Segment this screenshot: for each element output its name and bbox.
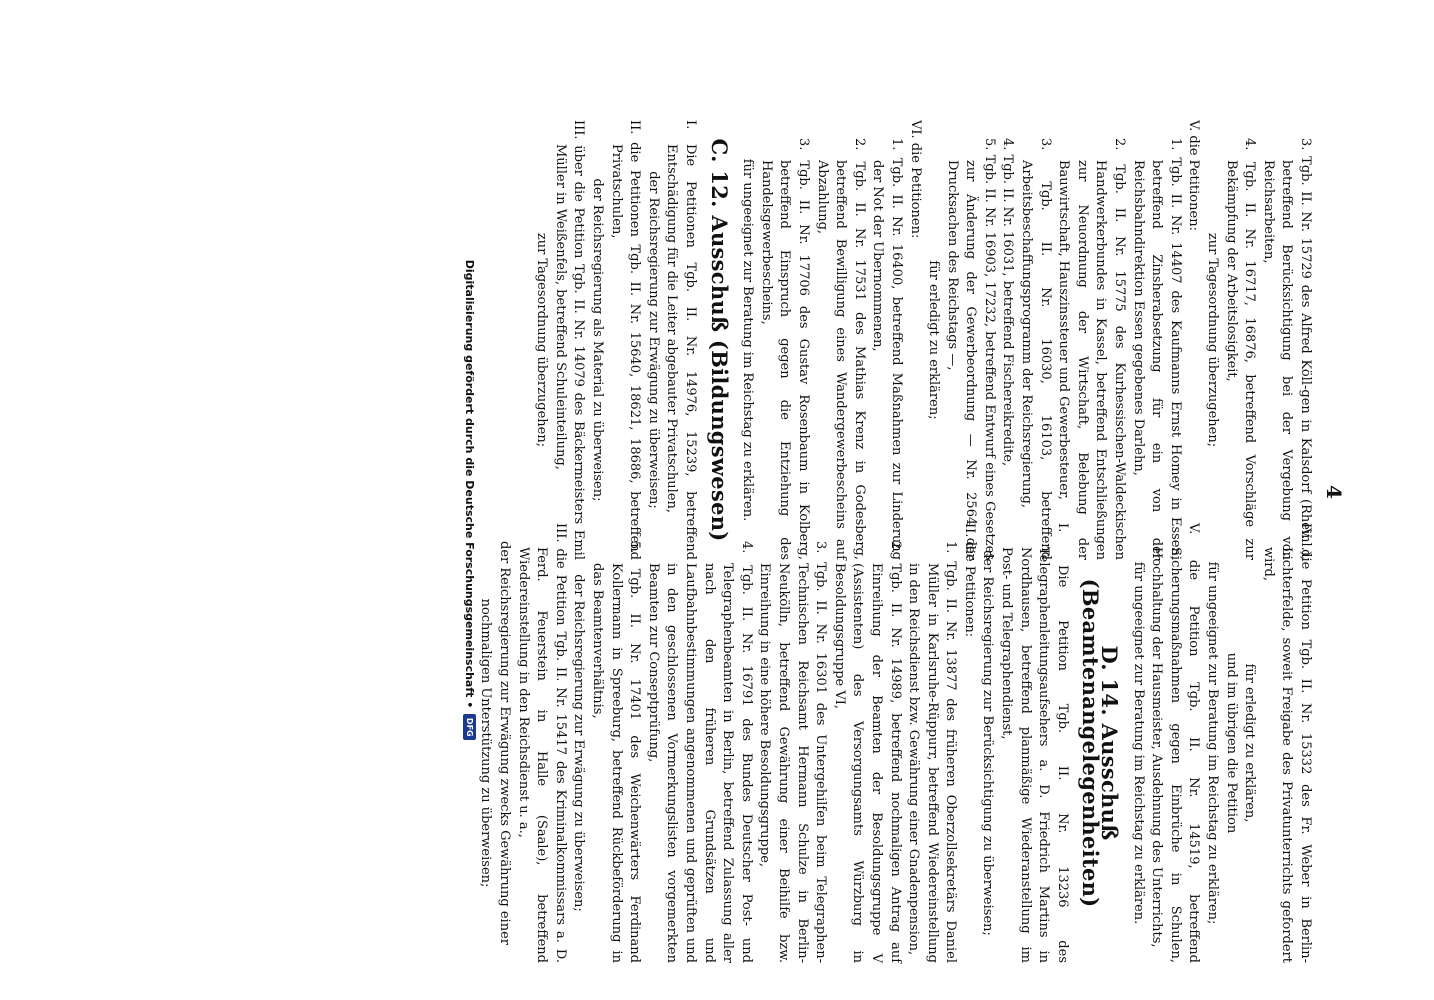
left-column [532,120,1314,560]
list-item: 4. Tgb. II. Nr. 16031, betreffend Fischereikredite, [1000,138,1016,467]
list-item: 4. Tgb. II. Nr. 16791 des Bundes Deutscher Post- und Telegraphenbeamten in Berlin, betreffend Zulassung aller nach den früheren Grundsätzen und Laufbahnbestimmungen angenommenen und geprüften und in den geschlossenen Vormerkungslisten vorgemerkten Beamten zur Conseptprüfung, [645,541,754,963]
right-column [476,523,1314,963]
list-item: 5. Tgb. II. Nr. 16903, 17232, betreffend Entwurf eines Gesetzes zur Änderung der Gewerbeordnung — Nr. 2564 der Drucksachen des Reichstags —, [944,138,997,560]
resolution-line: der Reichsregierung zur Berücksichtigung zu überweisen; [980,550,996,936]
list-item: 3. Tgb. II. Nr. 16030, 16103, betreffend Arbeitsbeschaffungsprogramm der Reichsregierung, [1019,138,1053,560]
section-heading: C. 12. Ausschuß (Bildungswesen) [706,138,732,542]
list-item: 2. Tgb. II. Nr. 14989, betreffend nochmaligen Antrag auf Einreihung der Beamten der Besoldungsgruppe V (Assistenten) des Versorgungsamts Würzburg in Besoldungsgruppe VI, [831,541,903,963]
list-item: IV. die Petition Tgb. II. Nr. 15332 des Fr. Weber in Berlin-Lichterfelde, soweit Freigabe des Privatunterrichts gefordert wird, [1260,523,1313,963]
resolution-line: der Reichsregierung als Material zu überweisen; [590,178,606,502]
list-item: 5. Tgb. II. Nr. 17401 des Weichenwärters Ferdinand Kollermann in Spreeburg, betreffend Rückbeförderung in das Beamtenverhältnis, [590,541,643,963]
list-item: III. die Petition Tgb. II. Nr. 15417 des Kriminalkommissars a. D. Ferd. Feuerstein in Halle (Saale), betreffend Wiedereinstellung in den Reichsdienst u. a., [515,523,568,963]
list-item: V. die Petition Tgb. II. Nr. 14519, betreffend Sicherungsmaßnahmen gegen Einbrüche in Schulen, Hochhaltung der Hausmeister, Ausdehnung des Unterrichts, [1149,523,1202,963]
resolution-line: für ungeeignet zur Beratung im Reichstag zu erklären. [1130,561,1146,925]
section-label: VI. die Petitionen: [907,120,923,239]
list-item: 3. Tgb. II. Nr. 16301 des Untergehilfen beim Telegraphen-Technischen Reichsamt Hermann Schulze in Berlin-Neukölln, betreffend Gewährung einer Beihilfe bzw. Einreihung in eine höhere Besoldungsgruppe, [757,541,829,963]
list-item: 2. Tgb. II. Nr. 15775 des Kurhessischen-Waldeckischen Handwerkerbundes in Kassel, betreffend Entschließungen zur Neuordnung der Wirtschaft, Belebung der Bauwirtschaft, Hauszinssteuer und Gewerbesteuer, [1056,138,1128,560]
section-heading: D. 14. Ausschuß (Beamtenangelegenheiten) [1078,578,1123,908]
list-item: 1. Tgb. II. Nr. 13877 des früheren Oberzollsekretärs Daniel Müller in Karlsruhe-Rüppurr, betreffend Wiedereinstellung in den Reichsdienst bzw. Gewährung einer Gnadenpension, [906,541,959,963]
list-item: 3. Tgb. II. Nr. 17706 des Gustav Rosenbaum in Kolberg, betreffend Einspruch gegen die Entziehung des Handelsgewerbescheins, [758,138,811,560]
list-item: I. Die Petition Tgb. II. Nr. 13236 des Telegraphenleitungsaufsehers a. D. Friedrich Martins in Nordhausen, betreffend planmäßige Wiederanstellung im Post- und Telegraphendienst, [999,523,1070,963]
list-item: III. über die Petition Tgb. II. Nr. 14079 des Bäckermeisters Emil Müller in Weißenfels, betreffend Schuleinteilung, [552,120,587,560]
page-number: 4 [1322,485,1346,499]
section-label: V. die Petitionen: [1186,120,1202,231]
resolution-line: der Reichsregierung zur Erwägung zu überweisen; [645,171,661,509]
resolution-line: zur Tagesordnung überzugehen; [1205,232,1221,448]
footer-text: Digitalisierung gefördert durch die Deutsche Forschungsgemeinschaft • [463,259,476,709]
section-label: II. die Petitionen: [961,523,977,638]
list-item: 1. Tgb. II. Nr. 16400, betreffend Maßnahmen zur Linderung der Not der Ubernommenen, [870,138,904,560]
resolution-line: zur Tagesordnung überzugehen; [534,232,550,448]
resolution-line: und im übrigen die Petition [1223,652,1239,834]
digitization-footer [463,0,476,1000]
resolution-line: für erledigt zu erklären; [926,260,942,420]
list-item: I. Die Petitionen Tgb. II. Nr. 14976, 15239, betreffend Entschädigung für die Leiter abgebauter Privatschulen, [664,120,698,560]
list-item: 2. Tgb. II. Nr. 17531 des Mathias Krenz in Godesberg, betreffend Bewilligung eines Wandergewerbescheins auf Abzahlung, [814,138,867,560]
list-item: II. die Petitionen Tgb. II. Nr. 15640, 18621, 18686, betreffend Privatschulen, [608,120,643,560]
resolution-line: der Reichsregierung zur Erwägung zwecks Gewährung einer nochmaligen Unterstützung zu überweisen; [478,541,513,945]
dfg-logo: DFG [463,714,476,740]
resolution-line: der Reichsregierung zur Erwägung zu überweisen; [571,574,587,912]
list-item: 1. Tgb. II. Nr. 14407 des Kaufmanns Ernst Homey in Essen, betreffend Zinsherabsetzung für ein von der Reichsbahndirektion Essen gegebenes Darlehn, [1130,138,1183,560]
resolution-line: für erledigt zu erklären, [1242,663,1258,823]
list-item: 4. Tgb. II. Nr. 16717, 16876, betreffend Vorschläge zur Bekämpfung der Arbeitslosigkeit, [1223,138,1258,560]
resolution-line: für ungeeignet zur Beratung im Reichstag zu erklären; [1205,561,1221,925]
list-item: 3. Tgb. II. Nr. 15729 des Alfred Köll-gen in Kalsdorf (Rheinl.), betreffend Berücksichtigung bei der Vergebung von Reichsarbeiten, [1260,138,1313,560]
resolution-line: für ungeeignet zur Beratung im Reichstag zu erklären. [740,158,756,522]
